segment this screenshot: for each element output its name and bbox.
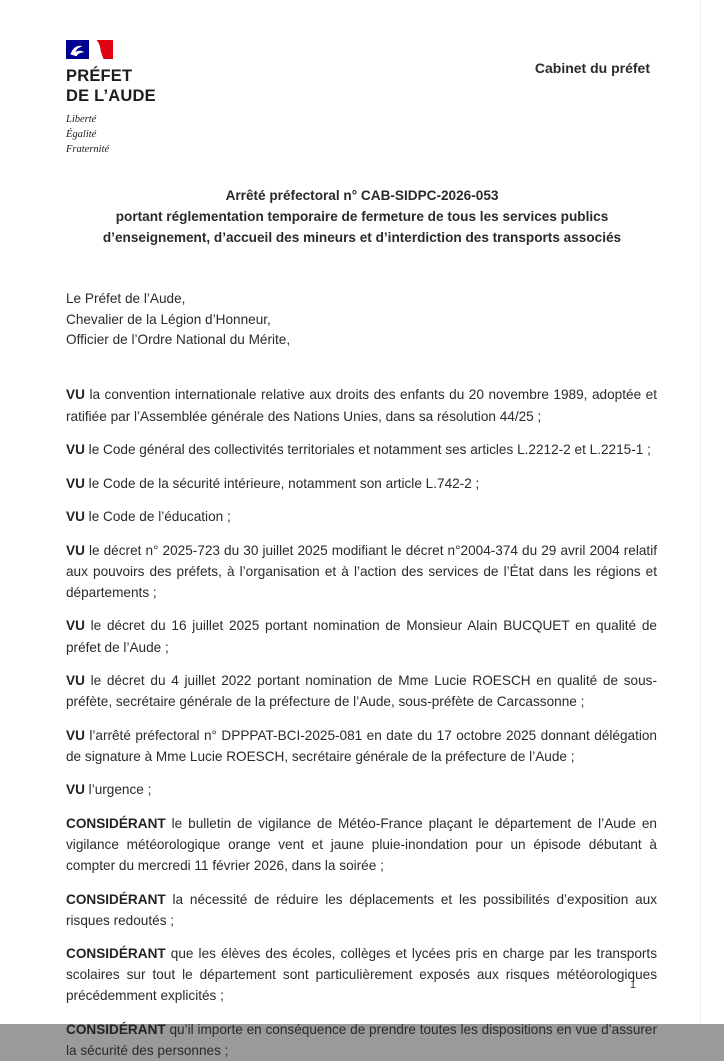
recital-vu-urgence	[66, 779, 657, 800]
recital-text: le décret n° 2025-723 du 30 juillet 2025 modifiant le décret n°2004-374 du 29 avril 2004 relatif aux pouvoirs des préfets, à l’organisation et à l’action des services de l’État dans les régions et départements ;	[66, 542, 657, 600]
prefecture-logo	[66, 40, 156, 157]
recital-vu-decret-2025-723	[66, 540, 657, 603]
recital-lead: CONSIDÉRANT	[66, 815, 166, 831]
recital-lead: VU	[66, 782, 85, 798]
recital-text: l’arrêté préfectoral n° DPPPAT-BCI-2025-081 en date du 17 octobre 2025 donnant délégation de signature à Mme Lucie ROESCH, secrétaire générale de la préfecture de l’Aude ;	[66, 727, 657, 764]
recital-text: le Code de l’éducation ;	[88, 509, 231, 525]
recital-lead: CONSIDÉRANT	[66, 1021, 166, 1037]
scan-edge-line	[700, 0, 701, 1024]
office-label: Cabinet du préfet	[534, 60, 650, 76]
recital-lead: VU	[66, 442, 85, 458]
recital-lead: VU	[66, 673, 85, 689]
motto-fraternite: Fraternité	[66, 143, 110, 155]
recital-lead: VU	[66, 475, 85, 491]
recital-lead: VU	[66, 727, 85, 743]
recital-considerant-deplacements	[66, 889, 657, 931]
recital-text: qu’il importe en conséquence de prendre toutes les dispositions en vue d’assurer la sécurité des personnes ;	[66, 1021, 658, 1058]
recital-text: le décret du 4 juillet 2022 portant nomination de Mme Lucie ROESCH en qualité de sous-préfète, secrétaire générale de la préfecture de l’Aude, sous-préfète de Carcassonne ;	[66, 673, 657, 710]
agency-name-line1: PRÉFET	[66, 67, 133, 85]
salutation-line3: Officier de l’Ordre National du Mérite,	[66, 332, 291, 348]
recital-vu-decret-nomination-sous-prefete	[66, 670, 657, 712]
salutation-line1: Le Préfet de l’Aude,	[66, 291, 186, 307]
recital-text: le Code général des collectivités territoriales et notamment ses articles L.2212-2 et L.2215-1 ;	[88, 442, 651, 458]
agency-name-line2: DE L’AUDE	[66, 87, 156, 106]
french-flag-marianne-icon	[66, 40, 118, 61]
motto-egalite: Égalité	[66, 128, 97, 140]
recitals	[66, 384, 657, 1061]
header	[0, 0, 724, 157]
recital-text: la convention internationale relative aux droits des enfants du 20 novembre 1989, adoptée et ratifiée par l’Assemblée générale des Nations Unies, dans sa résolution 44/25 ;	[66, 387, 657, 424]
recital-lead: VU	[66, 509, 85, 525]
decree-title-line1: Arrêté préfectoral n° CAB-SIDPC-2026-053	[225, 188, 499, 204]
recital-lead: VU	[66, 542, 85, 558]
recital-text: le décret du 16 juillet 2025 portant nomination de Monsieur Alain BUCQUET en qualité de préfet de l’Aude ;	[66, 618, 657, 655]
page-number: 1	[629, 979, 636, 991]
decree-title-line3: d’enseignement, d’accueil des mineurs et d’interdiction des transports associés	[102, 229, 622, 245]
recital-lead: CONSIDÉRANT	[66, 946, 166, 962]
motto-liberte: Liberté	[66, 114, 97, 126]
salutation-line2: Chevalier de la Légion d’Honneur,	[66, 311, 271, 327]
recital-text: l’urgence ;	[88, 782, 152, 798]
recital-lead: CONSIDÉRANT	[66, 891, 166, 907]
recital-text: le bulletin de vigilance de Météo-France plaçant le département de l’Aude en vigilance météorologique orange vent et jaune pluie-inondation pour un épisode débutant à compter du mercredi 11 février 2026, dans la soirée ;	[66, 815, 657, 874]
recital-vu-code-securite	[66, 473, 657, 494]
recital-vu-convention	[66, 384, 657, 426]
recital-considerant-vigilance	[66, 813, 657, 876]
decree-title-line2: portant réglementation temporaire de fermeture de tous les services publics	[115, 208, 609, 224]
motto	[66, 113, 156, 157]
recital-considerant-eleves	[66, 943, 657, 1006]
salutation	[66, 289, 658, 350]
recital-text: que les élèves des écoles, collèges et lycées pris en charge par les transports scolaires sur tout le département sont particulièrement exposés aux risques météorologiques précédemment explicités ;	[66, 946, 657, 1004]
recital-lead: VU	[66, 618, 85, 634]
recital-vu-code-collectivites	[66, 439, 657, 460]
recital-vu-arrete-delegation	[66, 725, 657, 767]
recital-considerant-securite	[66, 1019, 657, 1061]
recital-vu-code-education	[66, 506, 657, 527]
recital-text: le Code de la sécurité intérieure, notamment son article L.742-2 ;	[88, 475, 480, 491]
recital-text: la nécessité de réduire les déplacements et les possibilités d’exposition aux risques redoutés ;	[66, 891, 657, 928]
decree-title	[0, 186, 724, 248]
recital-vu-decret-nomination-prefet	[66, 615, 657, 657]
recital-lead: VU	[66, 387, 85, 403]
